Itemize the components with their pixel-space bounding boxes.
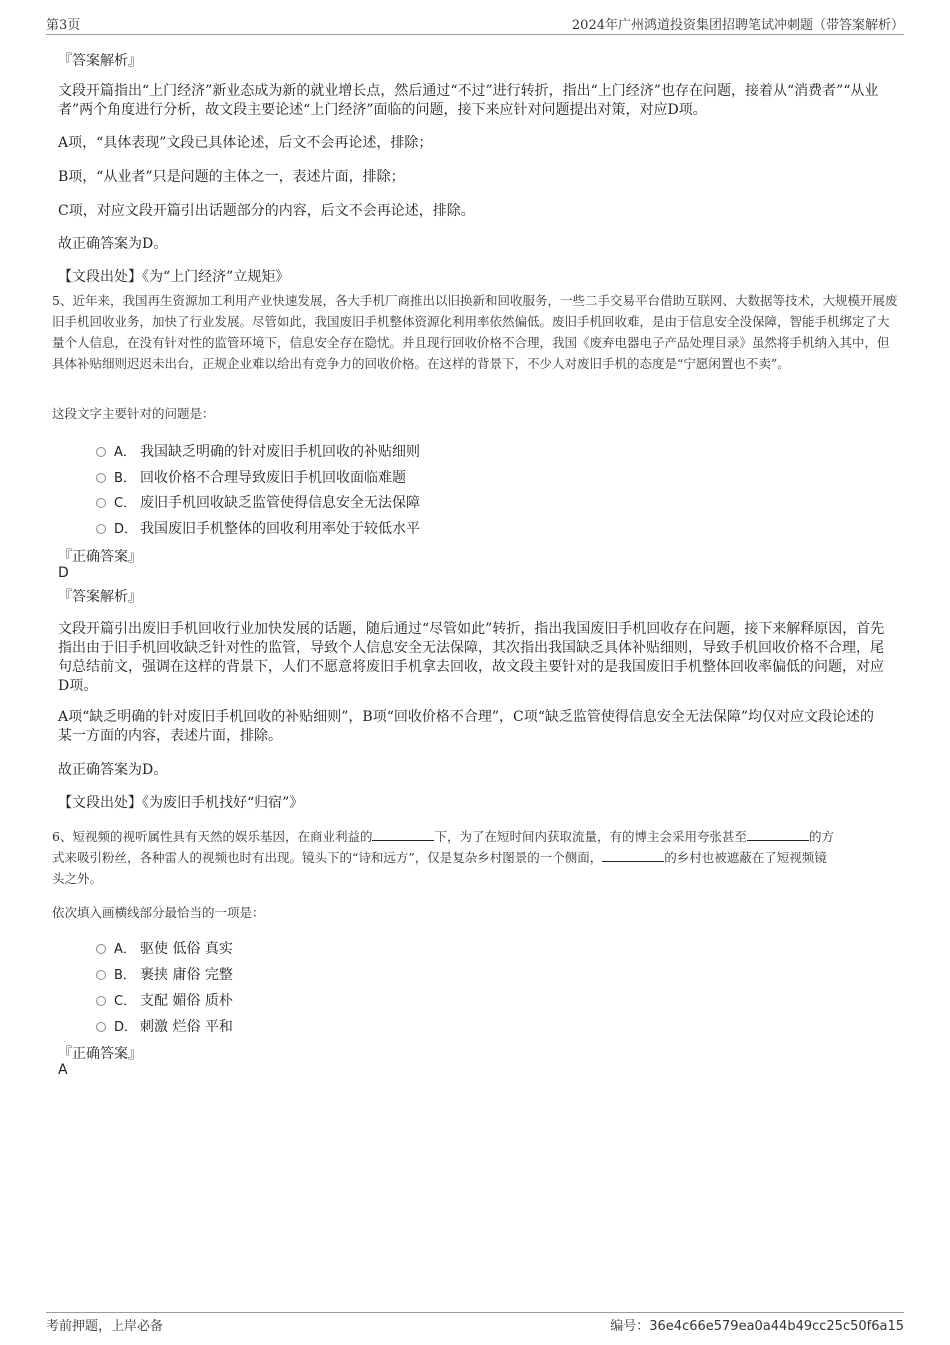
- fill-blank: [747, 830, 809, 841]
- fill-blank: [602, 851, 664, 862]
- question-5-option-c[interactable]: [96, 492, 420, 512]
- radio-icon[interactable]: [96, 524, 106, 534]
- option-text: 废旧手机回收缺乏监管使得信息安全无法保障: [140, 495, 420, 511]
- option-text: 驱使 低俗 真实: [140, 941, 233, 957]
- option-text: 裹挟 庸俗 完整: [140, 967, 233, 983]
- option-letter: D．: [114, 522, 138, 537]
- question-6-option-a[interactable]: [96, 938, 233, 958]
- analysis-option-c: C项，对应文段开篇引出话题部分的内容，后文不会再论述，排除。: [58, 203, 475, 219]
- option-letter: B．: [114, 471, 136, 486]
- passage-text: 下，为了在短时间内获取流量，有的博主会采用夸张甚至: [434, 829, 747, 844]
- option-text: 我国缺乏明确的针对废旧手机回收的补贴细则: [140, 444, 420, 460]
- analysis-option-b: B项，“从业者”只是问题的主体之一，表述片面，排除；: [58, 169, 405, 185]
- passage-text: 6、短视频的视听属性具有天然的娱乐基因，在商业利益的: [52, 829, 373, 844]
- page-number: 第3页: [46, 18, 81, 33]
- source-citation: 【文段出处】《为废旧手机找好“归宿”》: [58, 795, 304, 811]
- question-6-stem: 依次填入画横线部分最恰当的一项是：: [52, 905, 265, 920]
- fill-blank: [372, 830, 434, 841]
- radio-icon[interactable]: [96, 498, 106, 508]
- page-footer: [46, 1312, 904, 1335]
- passage-text: 头之外。: [52, 871, 103, 886]
- question-5-option-a[interactable]: [96, 441, 420, 461]
- analysis-paragraph-2: A项“缺乏明确的针对废旧手机回收的补贴细则”，B项“回收价格不合理”，C项“缺乏监管使得信息安全无法保障”均仅对应文段论述的某一方面的内容，表述片面，排除。: [58, 709, 875, 744]
- option-letter: A．: [114, 445, 136, 460]
- option-text: 支配 媚俗 质朴: [140, 993, 233, 1009]
- footer-slogan: 考前押题，上岸必备: [46, 1319, 164, 1334]
- question-5-option-d[interactable]: [96, 518, 420, 538]
- option-letter: C．: [114, 496, 137, 511]
- source-citation: 【文段出处】《为“上门经济”立规矩》: [58, 269, 290, 285]
- radio-icon[interactable]: [96, 996, 106, 1006]
- question-6-passage: [52, 826, 898, 889]
- question-6-option-c[interactable]: [96, 990, 233, 1010]
- passage-text: 的方: [808, 829, 834, 844]
- passage-text: 的乡村也被遮蔽在了短视频镜: [664, 850, 827, 865]
- document-title: 2024年广州鸿道投资集团招聘笔试冲刺题（带答案解析）: [571, 18, 904, 33]
- analysis-option-a: A项，“具体表现”文段已具体论述，后文不会再论述，排除；: [58, 135, 433, 151]
- option-text: 刺激 烂俗 平和: [140, 1019, 233, 1035]
- correct-answer: D: [58, 565, 69, 581]
- question-6-option-d[interactable]: [96, 1016, 233, 1036]
- analysis-paragraph: 文段开篇指出“上门经济”新业态成为新的就业增长点，然后通过“不过”进行转折，指出“上门经济”也存在问题，接着从“消费者”“从业者”两个角度进行分析，故文段主要论述“上门经济”面临的问题，接下来应针对问题提出对策，对应D项。: [58, 83, 879, 118]
- analysis-paragraph: 文段开篇引出废旧手机回收行业加快发展的话题，随后通过“尽管如此”转折，指出我国废旧手机回收存在问题，接下来解释原因，首先指出由于旧手机回收缺乏针对性的监管，导致个人信息安全无法保障，其次指出我国缺乏具体补贴细则，导致手机回收价格不合理，尾句总结前文，强调在这样的背景下，人们不愿意将废旧手机拿去回收，故文段主要针对的是我国废旧手机整体回收率偏低的问题，对应D项。: [58, 621, 885, 694]
- option-text: 我国废旧手机整体的回收利用率处于较低水平: [140, 521, 420, 537]
- option-letter: A．: [114, 942, 136, 957]
- passage-text: 式来吸引粉丝，各种雷人的视频也时有出现。镜头下的“诗和远方”，仅是复杂乡村图景的一个侧面，: [52, 850, 603, 865]
- correct-answer-tag: 『正确答案』: [58, 1046, 142, 1062]
- answer-conclusion: 故正确答案为D。: [58, 762, 168, 778]
- correct-answer: A: [58, 1062, 68, 1078]
- radio-icon[interactable]: [96, 970, 106, 980]
- analysis-tag: 『答案解析』: [58, 589, 142, 605]
- option-text: 回收价格不合理导致废旧手机回收面临难题: [140, 470, 406, 486]
- radio-icon[interactable]: [96, 1022, 106, 1032]
- radio-icon[interactable]: [96, 447, 106, 457]
- radio-icon[interactable]: [96, 473, 106, 483]
- radio-icon[interactable]: [96, 944, 106, 954]
- option-letter: D．: [114, 1020, 138, 1035]
- question-5-option-b[interactable]: [96, 467, 406, 487]
- page-header: [46, 12, 904, 35]
- question-6-option-b[interactable]: [96, 964, 233, 984]
- option-letter: B．: [114, 968, 136, 983]
- document-code: 编号：36e4c66e579ea0a44b49cc25c50f6a15: [610, 1319, 904, 1334]
- question-5-passage: 5、近年来，我国再生资源加工利用产业快速发展，各大手机厂商推出以旧换新和回收服务，一些二手交易平台借助互联网、大数据等技术，大规模开展废旧手机回收业务，加快了行业发展。尽管如此，我国废旧手机整体资源化利用率依然偏低。废旧手机回收难，是由于信息安全没保障，智能手机绑定了大量个人信息，在没有针对性的监管环境下，信息安全存在隐忧。并且现行回收价格不合理，我国《废弃电器电子产品处理目录》虽然将手机纳入其中，但具体补贴细则迟迟未出台，正规企业难以给出有竞争力的回收价格。在这样的背景下，不少人对废旧手机的态度是“宁愿闲置也不卖”。: [52, 293, 898, 371]
- option-letter: C．: [114, 994, 137, 1009]
- answer-conclusion: 故正确答案为D。: [58, 236, 168, 252]
- analysis-tag: 『答案解析』: [58, 53, 142, 69]
- correct-answer-tag: 『正确答案』: [58, 549, 142, 565]
- question-5-stem: 这段文字主要针对的问题是：: [52, 406, 215, 421]
